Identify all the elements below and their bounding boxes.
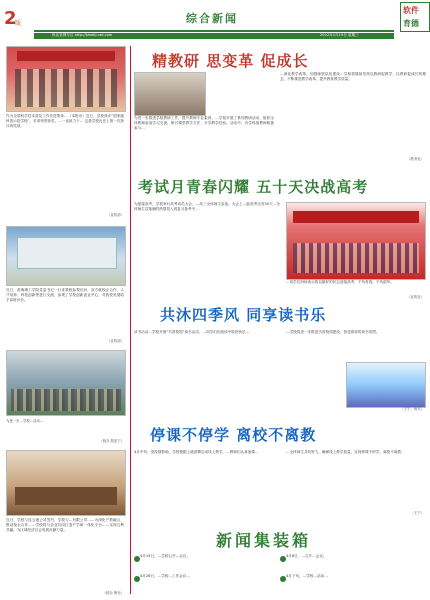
section-teaching-research (134, 46, 426, 166)
photo-signing-table (15, 487, 117, 505)
article-2-author: （宣传部） (107, 339, 124, 343)
section-exam (134, 170, 426, 300)
section-4-body-left: 4月中旬，受疫情影响，学校根据上级部署启动线上教学，…教师们认真备课… (134, 450, 259, 454)
photo-visit (6, 226, 126, 286)
article-2: 近日，淮海理工学院党委书记一行来我校参观访问，双方就校企合作、人才培养、科技创新等进行交流，参观了学校创新创业中心，对我校发展给予高度评价。 (6, 288, 124, 303)
section-online-teaching (134, 418, 426, 518)
photo-award-ceremony (6, 46, 126, 112)
column-divider (130, 46, 131, 594)
section-5-headline: 新闻集装箱 (216, 531, 312, 550)
photo-people (15, 69, 117, 107)
section-2-author: （宣传处） (407, 295, 424, 299)
article-4: 近日，学校与连云港公司签约，学校与…有限公司……为深化产教融合，推动校企合作……学校将与企业共同打造产学研一体化平台……实现互利共赢，为区域经济社会发展贡献力量。 (6, 518, 124, 533)
page-title: 综合新闻 (186, 12, 238, 25)
photo-students (293, 243, 419, 273)
photo-banner (17, 51, 115, 61)
photo-3-author: （校办 胡亚宁） (99, 439, 124, 443)
bullet-right-2 (280, 576, 286, 582)
section-1-author: （教务处） (407, 157, 424, 161)
section-1-headline: 精教研 思变革 促成长 (152, 52, 309, 70)
section-1-photo (134, 72, 206, 116)
section-1-body-right: …深化教学改革，加强师资队伍建设…学校将继续坚持以教研促教学、以教研促成长的理念，不断推进教学改革，提升教育教学质量。 (280, 72, 426, 82)
news-brief-left-2: 4月26日，…学校…工作会议… (140, 574, 190, 578)
section-3-body-right: …学校将进一步推进书香校园建设，营造浓厚的读书氛围。 (286, 330, 380, 334)
article-4-author: （校办 鲁光） (102, 591, 124, 595)
photo-signing (6, 450, 126, 516)
section-2-body-left: 为迎接高考，学校举行高考动员大会，…高三全体师生参加。大会上…距高考还有50天…全体师生以饱满的热情投入到复习备考中… (134, 202, 280, 212)
section-3-body-left: 读书活动…学校开展“书香校园”读书活动，…同学们在阅读中收获快乐… (134, 330, 250, 334)
logo-top-text: 软件 (403, 6, 419, 15)
section-2-photo (286, 202, 426, 280)
masthead (0, 0, 430, 46)
section-3-photo (346, 362, 426, 408)
logo-bottom-text: 育德 (403, 19, 419, 28)
page-number: 2 (4, 8, 17, 29)
section-4-author: （王宁） (410, 511, 424, 515)
left-column (6, 46, 128, 596)
photo-campus (6, 350, 126, 416)
news-brief-right-1: 4月6日，…召开…会议。 (286, 554, 327, 558)
header-rule (34, 30, 394, 32)
section-4-headline: 停课不停学 离校不离教 (150, 426, 317, 444)
page-suffix: 版 (15, 20, 22, 27)
section-3-author: （王宁、杨凡） (400, 407, 424, 411)
section-reading (134, 302, 426, 412)
photo-crowd (11, 389, 121, 411)
photo-3-caption: 为进一步…学校…活动… (6, 419, 44, 423)
section-news-briefs (134, 524, 426, 596)
section-4-body-right: …全体师生共同努力，确保线上教学质量，实现停课不停学，离校不离教。 (286, 450, 405, 454)
section-3-headline: 共沐四季风 同享读书乐 (160, 306, 327, 324)
bullet-left-1 (134, 556, 140, 562)
bullet-right-1 (280, 556, 286, 562)
section-2-body-right: …同学们纷纷表示将以最好的状态迎接高考，不负青春，不负韶华。 (286, 280, 394, 284)
logo (400, 2, 430, 32)
news-brief-right-2: 4月下旬，…学校…活动… (286, 574, 328, 578)
bullet-left-2 (134, 576, 140, 582)
news-brief-left-1: 4月19日，…学校召开…会议。 (140, 554, 190, 558)
photo-building (17, 237, 117, 269)
photo-stage (293, 211, 419, 223)
issue-date: 2022年1月19日 星期三 (320, 33, 359, 37)
section-1-body-left: 为进一步推进学校教研工作，提升教师专业素养，…学校开展了系列教研活动，组织全体教师参加学习交流，研讨课堂教学方法，分享教学经验。活动中，各学科组教师积极参与… (134, 116, 274, 131)
article-1-author: （宣传部） (107, 213, 124, 217)
website-text: 科达官网专区 http://tzkdkj.net.com (52, 33, 113, 37)
section-2-headline: 考试月青春闪耀 五十天决战高考 (138, 178, 369, 196)
article-1: 作为全国科学技术普及工作先进集体…（本报讯）近日，学校获评“国家级科普示范学校”，多项荣誉获奖，…一直致力于… 这是学校历史上第一次获评该奖项。 (6, 114, 124, 129)
